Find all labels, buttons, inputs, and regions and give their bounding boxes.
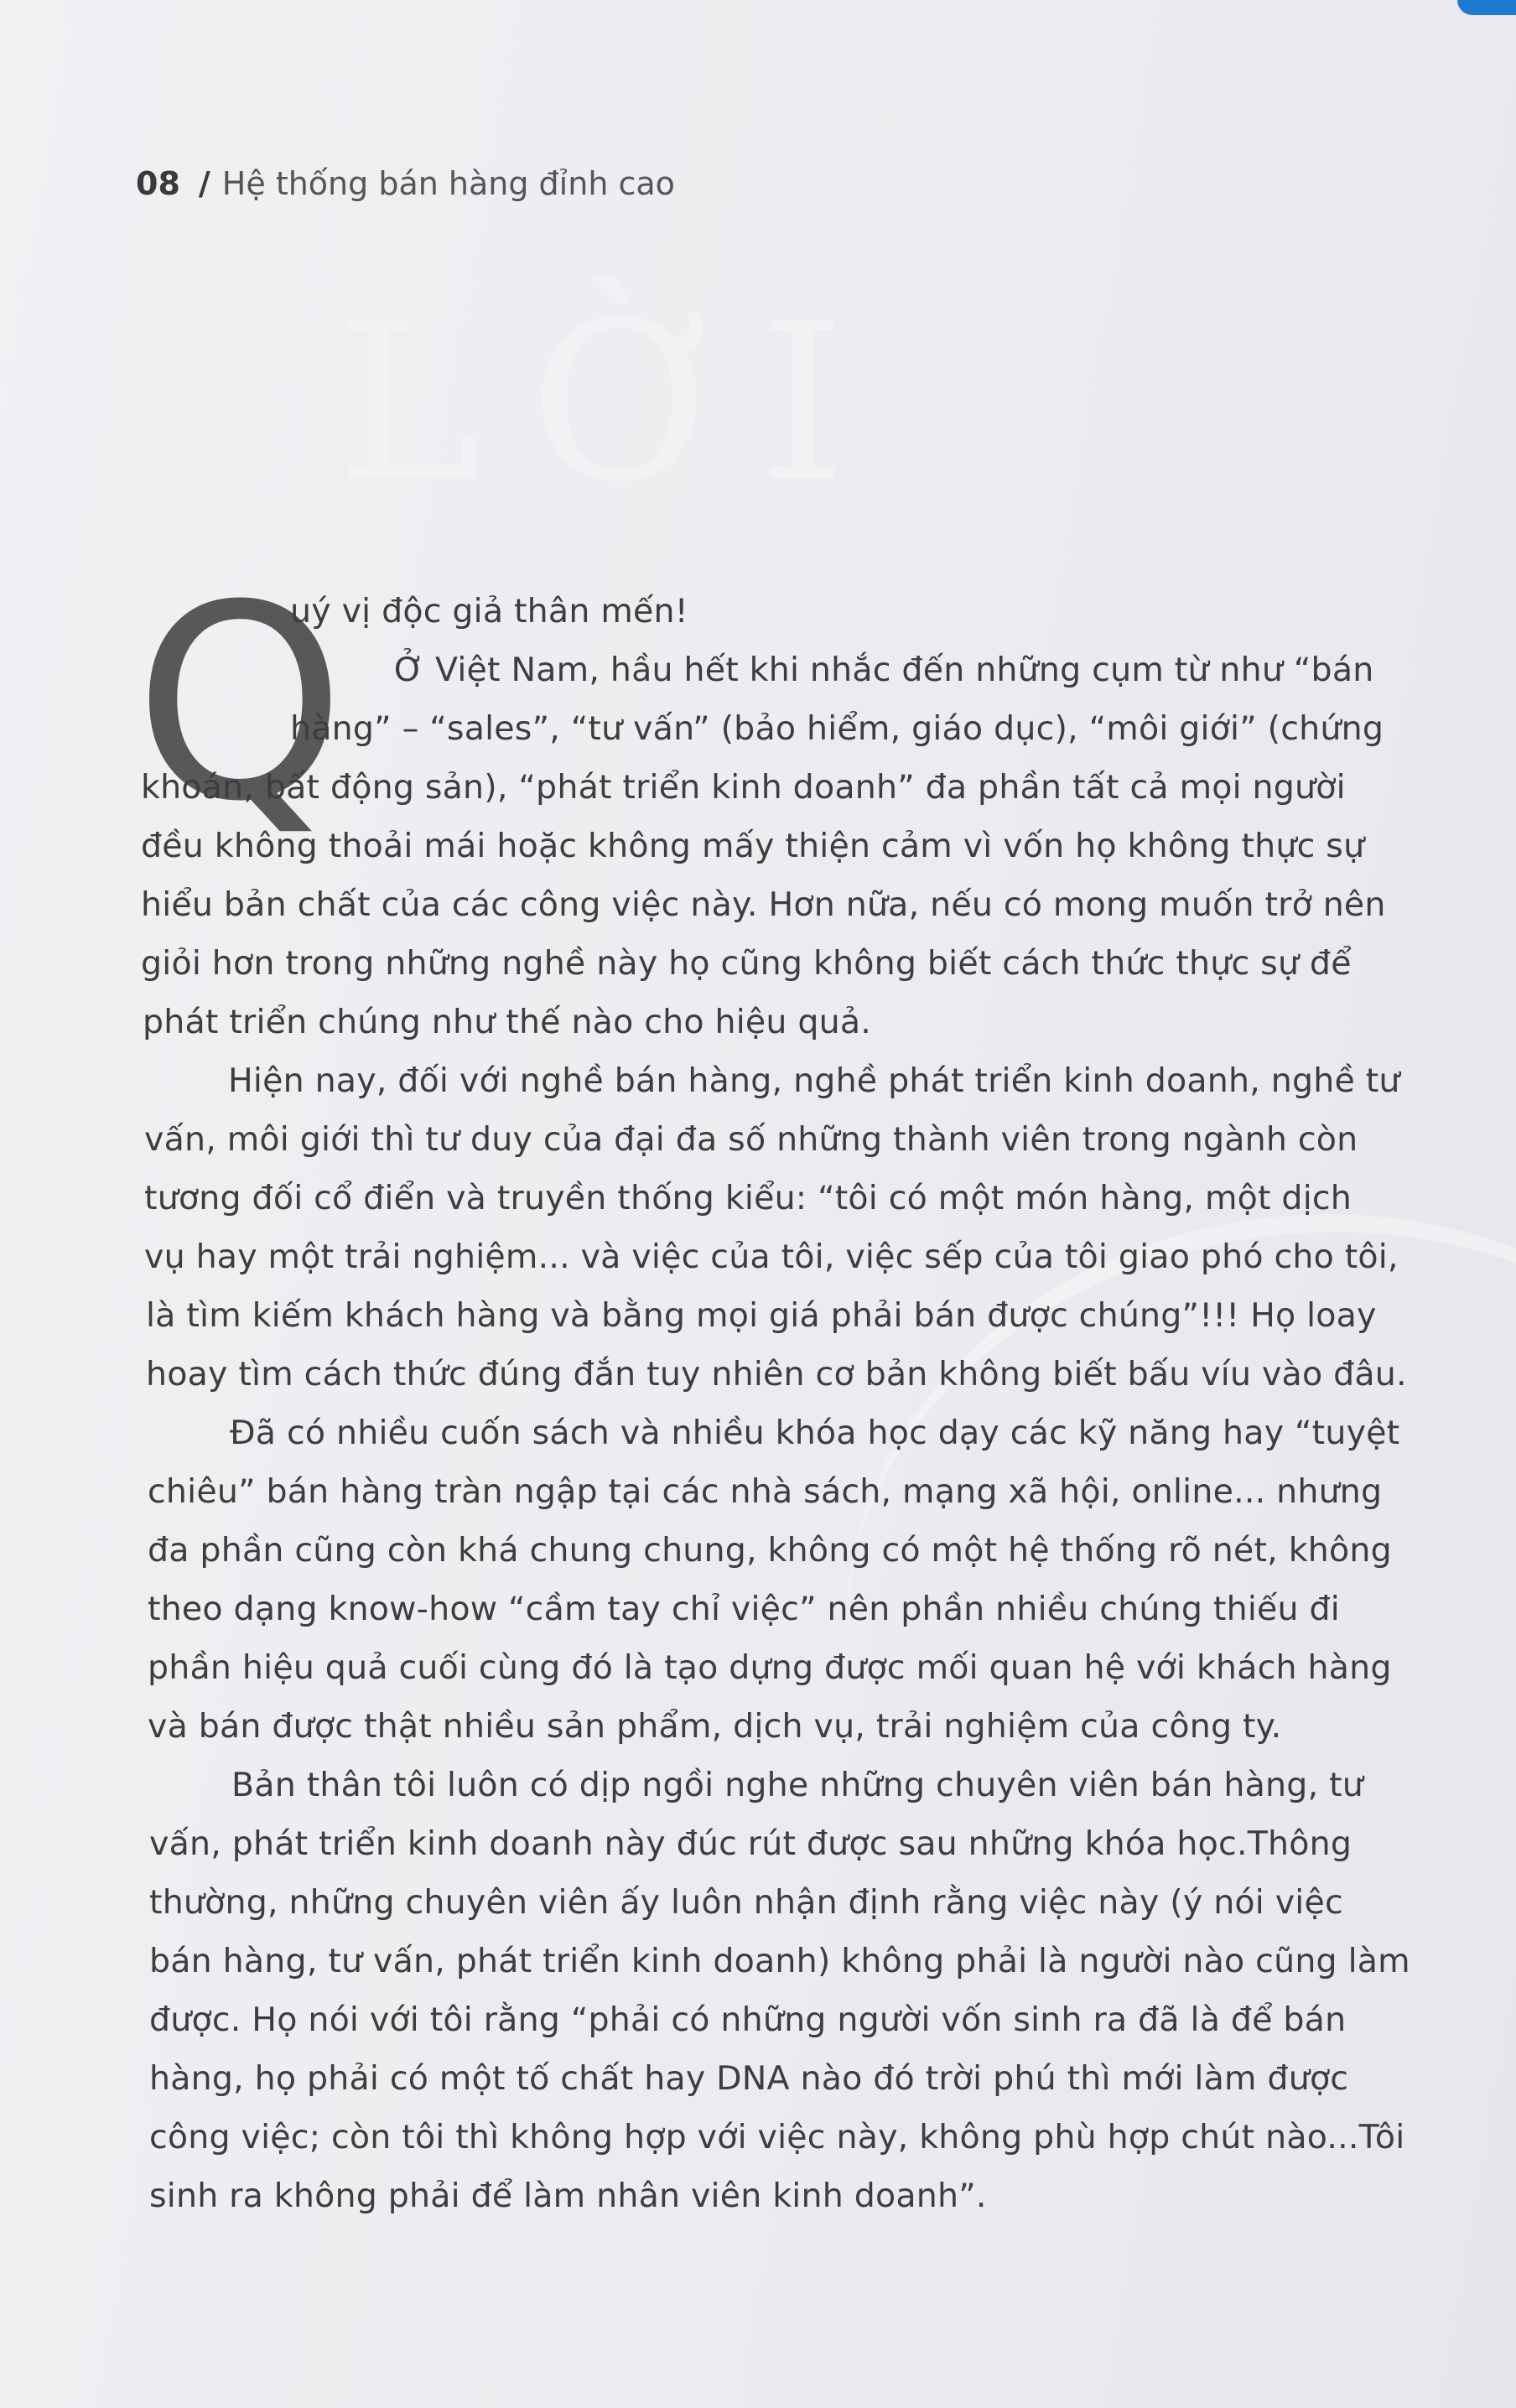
text-line: bán hàng, tư vấn, phát triển kinh doanh) không phải là người nào cũng làm xyxy=(149,1942,1410,1980)
text-line: phát triển chúng như thế nào cho hiệu quả. xyxy=(143,1003,872,1041)
page-number: 08 xyxy=(136,165,180,202)
text-line: thường, những chuyên viên ấy luôn nhận định rằng việc này (ý nói việc xyxy=(149,1883,1343,1922)
text-line: hàng” – “sales”, “tư vấn” (bảo hiểm, giáo dục), “môi giới” (chứng xyxy=(290,709,1384,748)
drop-cap: Q xyxy=(134,548,345,860)
text-line: vấn, môi giới thì tư duy của đại đa số những thành viên trong ngành còn xyxy=(144,1120,1358,1159)
running-header xyxy=(136,165,675,202)
header-separator: / xyxy=(198,165,210,202)
text-line: hàng, họ phải có một tố chất hay DNA nào đó trời phú thì mới làm được xyxy=(149,2059,1349,2098)
text-line: sinh ra không phải để làm nhân viên kinh doanh”. xyxy=(149,2177,987,2215)
text-line: chiêu” bán hàng tràn ngập tại các nhà sách, mạng xã hội, online... nhưng xyxy=(148,1472,1383,1511)
text-line: Hiện nay, đối với nghề bán hàng, nghề phát triển kinh doanh, nghề tư xyxy=(228,1061,1400,1100)
corner-accent xyxy=(1457,0,1516,15)
text-line: uý vị độc giả thân mến! xyxy=(290,592,688,631)
text-line: hoay tìm cách thức đúng đắn tuy nhiên cơ bản không biết bấu víu vào đâu. xyxy=(146,1355,1407,1393)
text-line: và bán được thật nhiều sản phẩm, dịch vụ, trải nghiệm của công ty. xyxy=(148,1707,1282,1746)
text-line: phần hiệu quả cuối cùng đó là tạo dựng được mối quan hệ với khách hàng xyxy=(148,1648,1392,1687)
text-line: khoán, bất động sản), “phát triển kinh doanh” đa phần tất cả mọi người xyxy=(141,768,1346,807)
text-line: giỏi hơn trong những nghề này họ cũng không biết cách thức thực sự để xyxy=(141,944,1352,983)
text-line: là tìm kiếm khách hàng và bằng mọi giá phải bán được chúng”!!! Họ loay xyxy=(146,1296,1377,1335)
book-title: Hệ thống bán hàng đỉnh cao xyxy=(221,165,675,202)
text-line: Đã có nhiều cuốn sách và nhiều khóa học dạy các kỹ năng hay “tuyệt xyxy=(230,1414,1400,1452)
text-line: đa phần cũng còn khá chung chung, không có một hệ thống rõ nét, không xyxy=(148,1531,1392,1570)
text-line: vấn, phát triển kinh doanh này đúc rút được sau những khóa học.Thông xyxy=(149,1824,1352,1863)
text-line: tương đối cổ điển và truyền thống kiểu: “tôi có một món hàng, một dịch xyxy=(144,1179,1352,1217)
text-line: hiểu bản chất của các công việc này. Hơn nữa, nếu có mong muốn trở nên xyxy=(141,885,1386,924)
background-title-watermark: LỜI xyxy=(335,277,896,530)
text-line: được. Họ nói với tôi rằng “phải có những người vốn sinh ra đã là để bán xyxy=(149,2001,1347,2039)
text-line: vụ hay một trải nghiệm... và việc của tôi, việc sếp của tôi giao phó cho tôi, xyxy=(144,1238,1399,1276)
text-line: Ở Việt Nam, hầu hết khi nhắc đến những cụm từ như “bán xyxy=(394,651,1374,689)
text-line: công việc; còn tôi thì không hợp với việc này, không phù hợp chút nào...Tôi xyxy=(149,2118,1405,2156)
text-line: Bản thân tôi luôn có dịp ngồi nghe những chuyên viên bán hàng, tư xyxy=(231,1766,1364,1804)
text-line: đều không thoải mái hoặc không mấy thiện cảm vì vốn họ không thực sự xyxy=(141,827,1365,865)
text-line: theo dạng know-how “cầm tay chỉ việc” nên phần nhiều chúng thiếu đi xyxy=(148,1590,1340,1628)
